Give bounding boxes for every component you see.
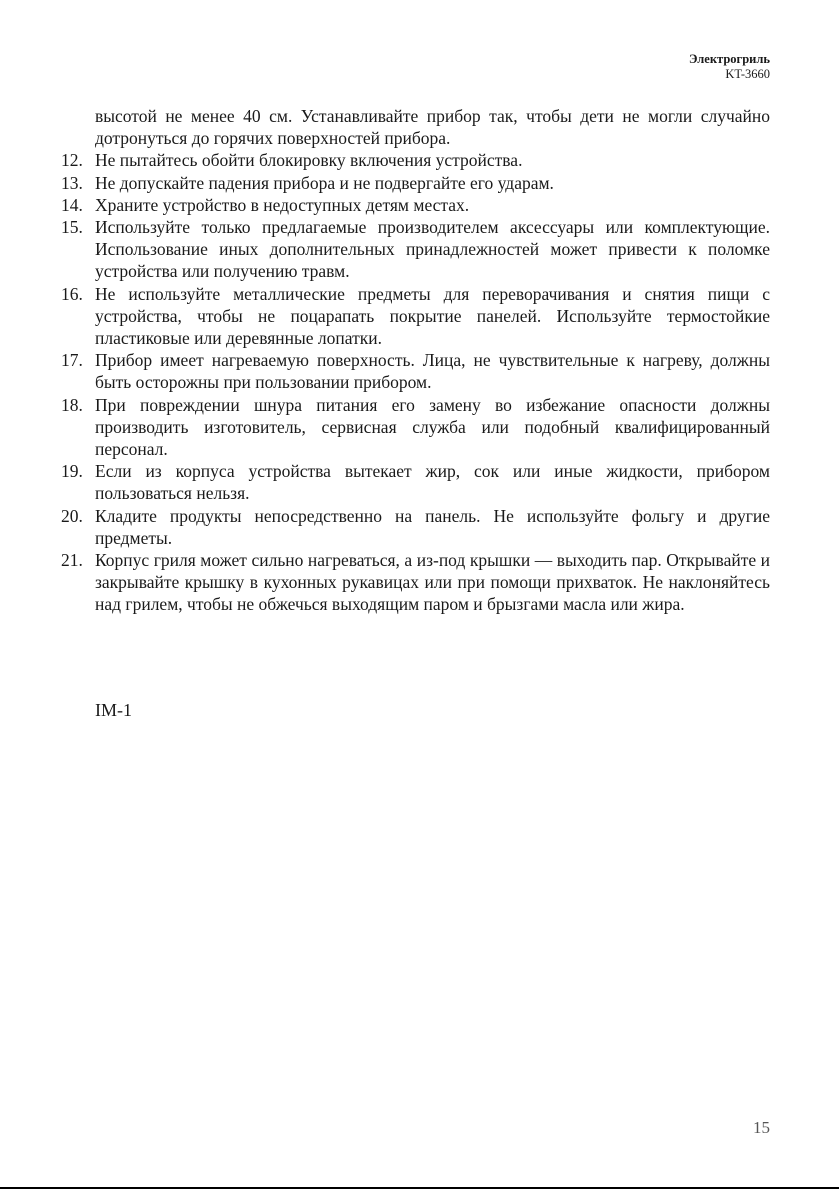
list-item — [61, 505, 770, 549]
item-number: 18. — [61, 394, 83, 415]
instructions-body — [61, 105, 770, 616]
product-title: Электрогриль — [688, 52, 770, 66]
item-text: Используйте только предлагаемые производителем аксессуары или комплектующие. Использование иных дополнительных принадлежностей может привести к поломке устройства или получению травм. — [95, 217, 770, 282]
list-item — [61, 460, 770, 504]
item-number: 15. — [61, 217, 83, 238]
item-number: 19. — [61, 461, 83, 482]
item-text: Храните устройство в недоступных детям местах. — [95, 194, 470, 215]
item-text: Не используйте металлические предметы для переворачивания и снятия пищи с устройства, чтобы не поцарапать покрытие панелей. Используйте термостойкие пластиковые или деревянные лопатки. — [95, 283, 770, 349]
item-text: Кладите продукты непосредственно на панель. Не используйте фольгу и другие предметы. — [95, 505, 770, 548]
item-number: 20. — [61, 505, 83, 526]
list-item — [61, 394, 770, 461]
item-number: 14. — [61, 194, 83, 215]
item-text: Если из корпуса устройства вытекает жир, сок или иные жидкости, прибором пользоваться нельзя. — [95, 461, 770, 504]
item-number: 17. — [61, 350, 83, 371]
list-item — [61, 149, 770, 171]
item-number: 16. — [61, 283, 83, 304]
continued-paragraph: высотой не менее 40 см. Устанавливайте прибор так, чтобы дети не могли случайно дотронуться до горячих поверхностей прибора. — [95, 106, 770, 149]
document-code: IM-1 — [95, 700, 132, 720]
list-item — [61, 349, 770, 393]
page-bottom-border — [0, 1187, 839, 1189]
item-text: При повреждении шнура питания его замену во избежание опасности должны производить изготовитель, сервисная служба или подобный квалифицированный персонал. — [95, 394, 770, 460]
page-number: 15 — [753, 1118, 770, 1137]
list-item — [61, 216, 770, 283]
item-text: Прибор имеет нагреваемую поверхность. Лица, не чувствительные к нагреву, должны быть осторожны при пользовании прибором. — [95, 350, 770, 393]
product-model: KT-3660 — [725, 67, 770, 81]
item-number: 13. — [61, 172, 83, 193]
safety-items-list — [61, 149, 770, 615]
item-text: Корпус гриля может сильно нагреваться, а из-под крышки — выходить пар. Открывайте и закрывайте крышку в кухонных рукавицах или при помощи прихваток. Не наклоняйтесь над грилем, чтобы не обжечься выходящим паром и брызгами масла или жира. — [95, 550, 770, 615]
page-header — [689, 52, 770, 82]
list-item — [61, 549, 770, 616]
list-item — [61, 172, 770, 194]
list-item — [61, 194, 770, 216]
item-number: 12. — [61, 150, 83, 171]
item-text: Не допускайте падения прибора и не подвергайте его ударам. — [95, 172, 554, 193]
item-number: 21. — [61, 550, 83, 571]
item-text: Не пытайтесь обойти блокировку включения устройства. — [95, 150, 523, 171]
list-item — [61, 283, 770, 350]
